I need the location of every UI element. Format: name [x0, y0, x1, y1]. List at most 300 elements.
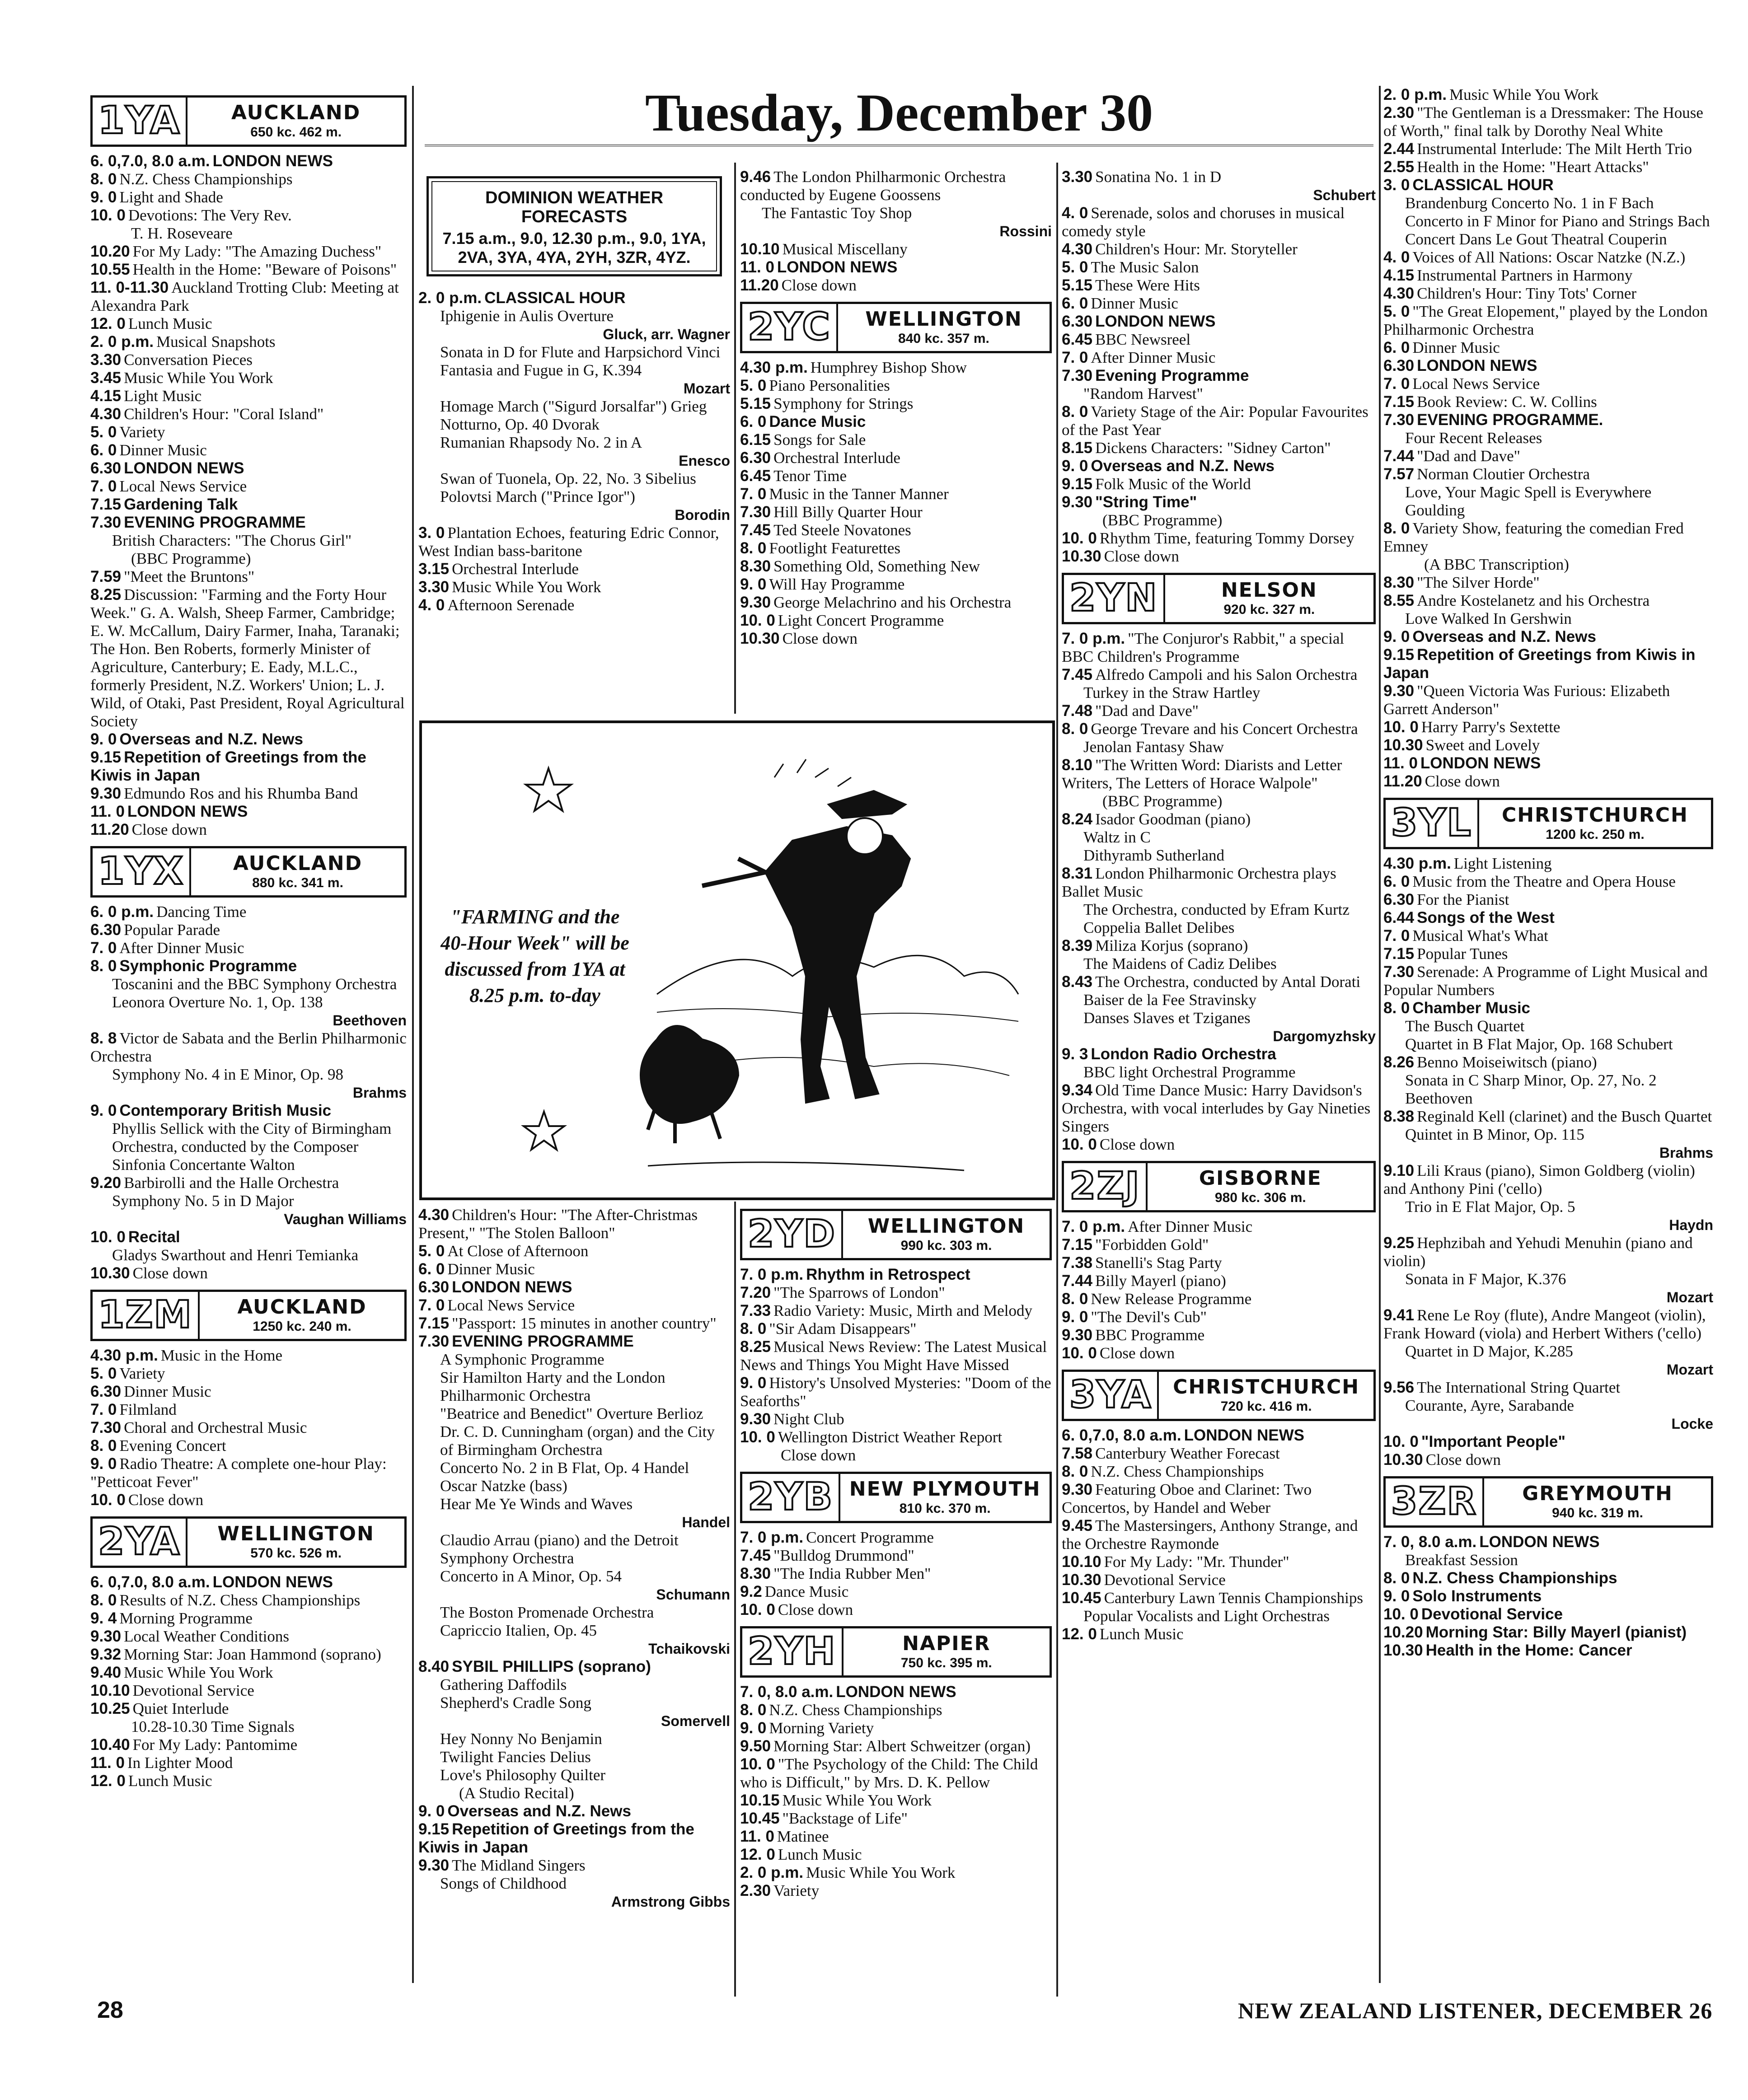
- programme-time: 6. 0,7.0, 8.0 a.m.: [90, 1573, 210, 1591]
- station-header: [740, 1472, 1052, 1523]
- programme-time: 9. 3: [1062, 1045, 1088, 1063]
- programme-title: Dickens Characters: "Sidney Carton": [1095, 439, 1331, 457]
- programme-title: N.Z. Chess Championships: [1412, 1569, 1617, 1587]
- programme-detail: Popular Vocalists and Light Orchestras: [1083, 1607, 1330, 1625]
- programme-item: [1383, 339, 1713, 357]
- programme-item: [90, 785, 407, 803]
- programme-title: The London Philharmonic Orchestra conducted by Eugene Goossens: [740, 168, 1006, 204]
- programme-detail: Concerto in A Minor, Op. 54: [440, 1567, 622, 1585]
- station-info: [187, 98, 404, 145]
- programme-time: 2. 0 p.m.: [90, 333, 154, 351]
- programme-title: At Close of Afternoon: [447, 1242, 589, 1260]
- station-info: [1479, 800, 1711, 847]
- station-callsign: 3ZR: [1386, 1478, 1484, 1525]
- programme-title: Benno Moiseiwitsch (piano): [1417, 1053, 1597, 1071]
- programme-time: 9.40: [90, 1664, 122, 1681]
- programme-item: [1383, 248, 1713, 267]
- programme-time: 10. 0: [1062, 1136, 1097, 1153]
- programme-time: 10.55: [90, 261, 130, 278]
- programme-time: 12. 0: [90, 315, 126, 332]
- programme-detail: Polovtsi March ("Prince Igor"): [440, 488, 635, 505]
- programme-item: [1062, 457, 1376, 475]
- programme-title: Close down: [1425, 1451, 1501, 1469]
- programme-title: Local News Service: [447, 1296, 575, 1314]
- programme-detail: Shepherd's Cradle Song: [440, 1694, 591, 1712]
- station-callsign: 1YA: [93, 98, 187, 145]
- programme-item: [740, 539, 1052, 557]
- programme-time: 11. 0: [90, 803, 125, 820]
- programme-detail: Concerto No. 2 in B Flat, Op. 4 Handel: [440, 1459, 689, 1477]
- programme-title: Andre Kostelanetz and his Orchestra: [1417, 592, 1650, 609]
- programme-time: 9. 0: [740, 1719, 767, 1737]
- programme-time: 7.30: [740, 503, 771, 521]
- programme-time: 9. 0: [1062, 457, 1088, 475]
- programme-item: [740, 1583, 1052, 1601]
- column-2-bottom: [418, 1206, 730, 1911]
- programme-item: [1062, 1589, 1376, 1607]
- programme-time: 9.45: [1062, 1517, 1093, 1534]
- programme-item: [1062, 475, 1376, 493]
- programme-item: [740, 630, 1052, 648]
- programme-item: [1383, 1108, 1713, 1126]
- programme-title: Close down: [778, 1601, 853, 1618]
- programme-detail: The Orchestra, conducted by Efram Kurtz: [1083, 901, 1350, 918]
- programme-time: 11.20: [90, 821, 129, 838]
- programme-item: [90, 188, 407, 206]
- programme-title: Music in the Home: [160, 1347, 283, 1364]
- programme-title: Health in the Home: "Heart Attacks": [1417, 158, 1649, 176]
- column-3-top: [740, 168, 1052, 648]
- programme-item: [1062, 1218, 1376, 1236]
- programme-time: 3.45: [90, 369, 122, 387]
- programme-title: Dance Music: [769, 413, 866, 430]
- programme-note: (A Studio Recital): [459, 1784, 574, 1802]
- programme-time: 9.34: [1062, 1081, 1093, 1099]
- programme-item: [90, 957, 407, 975]
- programme-title: Results of N.Z. Chess Championships: [119, 1591, 361, 1609]
- programme-detail: Sinfonia Concertante Walton: [112, 1156, 295, 1174]
- programme-title: Billy Mayerl (piano): [1095, 1272, 1226, 1290]
- programme-item: [1383, 465, 1713, 483]
- composer-name: Beethoven: [333, 1012, 407, 1029]
- programme-item: [1062, 937, 1376, 955]
- programme-time: 9.32: [90, 1646, 122, 1663]
- programme-item: [90, 1365, 407, 1383]
- programme-title: LONDON NEWS: [1479, 1533, 1600, 1551]
- programme-detail: "Beatrice and Benedict" Overture Berlioz: [440, 1405, 703, 1422]
- programme-item: [90, 1700, 407, 1718]
- programme-item: [1383, 628, 1713, 646]
- programme-time: 8.30: [740, 1565, 771, 1582]
- station-frequency: 650 kc. 462 m.: [250, 125, 342, 140]
- programme-title: Devotions: The Very Rev.: [128, 206, 292, 224]
- programme-title: Morning Star: Albert Schweitzer (organ): [773, 1737, 1031, 1755]
- programme-item: [90, 1628, 407, 1646]
- programme-time: 9.30: [418, 1857, 450, 1874]
- programme-item: [1383, 891, 1713, 909]
- programme-title: Gardening Talk: [124, 496, 238, 513]
- station-callsign: 3YL: [1386, 800, 1479, 847]
- programme-item: [740, 431, 1052, 449]
- station-callsign: 2ZJ: [1064, 1163, 1148, 1210]
- programme-time: 4.30: [418, 1206, 450, 1224]
- programme-time: 8. 0: [1062, 1463, 1088, 1480]
- programme-item: [1383, 1451, 1713, 1469]
- programme-detail: Concert Dans Le Gout Theatral Couperin: [1405, 230, 1667, 248]
- programme-item: [90, 170, 407, 188]
- programme-title: Devotional Service: [132, 1682, 254, 1699]
- programme-time: 7.58: [1062, 1445, 1093, 1462]
- programme-time: 9.15: [90, 748, 122, 766]
- programme-detail: The Boston Promenade Orchestra: [440, 1604, 654, 1621]
- programme-title: Hephzibah and Yehudi Menuhin (piano and violin): [1383, 1234, 1693, 1270]
- programme-title: Morning Variety: [769, 1719, 874, 1737]
- programme-note: T. H. Roseveare: [131, 224, 233, 242]
- programme-time: 8. 0: [1383, 519, 1410, 537]
- programme-title: For My Lady: "The Amazing Duchess": [132, 243, 382, 260]
- programme-item: [90, 387, 407, 405]
- station-callsign: 1YX: [93, 848, 191, 895]
- programme-detail: Symphony No. 5 in D Major: [112, 1192, 294, 1210]
- programme-detail: Gathering Daffodils: [440, 1676, 567, 1693]
- programme-time: 8. 0: [1383, 999, 1410, 1017]
- programme-title: SYBIL PHILLIPS (soprano): [452, 1658, 651, 1675]
- programme-item: [1383, 718, 1713, 736]
- programme-item: [740, 467, 1052, 485]
- programme-time: 9.30: [90, 1628, 122, 1645]
- programme-title: Musical Snapshots: [156, 333, 276, 351]
- programme-title: Recital: [128, 1228, 180, 1246]
- programme-time: 3. 0: [1383, 176, 1410, 194]
- programme-title: Health in the Home: "Beware of Poisons": [132, 261, 397, 278]
- programme-item: [740, 377, 1052, 395]
- programme-title: History's Unsolved Mysteries: "Doom of the Seaforths": [740, 1374, 1051, 1410]
- station-frequency: 880 kc. 341 m.: [252, 875, 343, 890]
- programme-item: [1383, 1234, 1713, 1270]
- programme-time: 6.30: [90, 1383, 122, 1400]
- station-city: WELLINGTON: [217, 1522, 375, 1545]
- programme-title: Canterbury Lawn Tennis Championships: [1104, 1589, 1363, 1607]
- programme-item: [1383, 411, 1713, 429]
- programme-title: Repetition of Greetings from the Kiwis in Japan: [418, 1820, 694, 1856]
- programme-title: CLASSICAL HOUR: [1412, 176, 1554, 194]
- programme-time: 11. 0-11.30: [90, 279, 169, 296]
- programme-item: [1062, 493, 1376, 511]
- composer-name: Schumann: [656, 1586, 730, 1603]
- programme-time: 11.20: [740, 276, 779, 294]
- programme-detail: Iphigenie in Aulis Overture: [440, 307, 614, 325]
- programme-item: [1062, 1517, 1376, 1553]
- programme-item: [90, 1419, 407, 1437]
- programme-item: [1383, 646, 1713, 682]
- composer-name: Brahms: [352, 1085, 407, 1101]
- programme-item: [1062, 276, 1376, 295]
- station-frequency: 980 kc. 306 m.: [1214, 1190, 1306, 1205]
- programme-item: [90, 821, 407, 839]
- programme-time: 8.43: [1062, 973, 1093, 991]
- programme-time: 10.30: [90, 1264, 130, 1282]
- programme-time: 7. 0: [418, 1296, 445, 1314]
- programme-detail: Brandenburg Concerto No. 1 in F Bach: [1405, 194, 1654, 212]
- programme-time: 10. 0: [1383, 1433, 1419, 1450]
- programme-item: [1383, 927, 1713, 945]
- programme-title: Light Music: [124, 387, 202, 405]
- programme-time: 7.59: [90, 568, 122, 585]
- programme-item: [1383, 1569, 1713, 1587]
- programme-item: [1383, 104, 1713, 140]
- programme-time: 4.30: [90, 405, 122, 423]
- station-city: NEW PLYMOUTH: [849, 1478, 1041, 1501]
- programme-item: [1383, 682, 1713, 718]
- programme-item: [90, 1754, 407, 1772]
- station-city: GISBORNE: [1199, 1167, 1322, 1190]
- programme-time: 6. 0: [418, 1260, 445, 1278]
- programme-title: Devotional Service: [1104, 1571, 1226, 1589]
- programme-title: "The Devil's Cub": [1091, 1308, 1207, 1326]
- column-rule: [734, 163, 736, 714]
- programme-item: [740, 1266, 1052, 1284]
- programme-item: [1062, 529, 1376, 547]
- programme-time: 7.57: [1383, 465, 1415, 483]
- programme-time: 10.20: [1383, 1623, 1423, 1641]
- programme-time: 4.30 p.m.: [740, 359, 808, 376]
- programme-item: [90, 369, 407, 387]
- programme-title: Victor de Sabata and the Berlin Philharmonic Orchestra: [90, 1029, 407, 1065]
- programme-time: 5. 0: [90, 1365, 117, 1382]
- programme-item: [90, 1491, 407, 1509]
- programme-item: [90, 1029, 407, 1066]
- programme-time: 9. 0: [1062, 1308, 1088, 1326]
- programme-title: Rhythm in Retrospect: [806, 1266, 970, 1283]
- programme-item: [418, 1857, 730, 1875]
- station-frequency: 570 kc. 526 m.: [250, 1546, 342, 1561]
- programme-detail: The Busch Quartet: [1405, 1017, 1525, 1035]
- programme-time: 3.30: [90, 351, 122, 369]
- programme-time: 7. 0: [90, 1401, 117, 1418]
- station-header: [1062, 573, 1376, 624]
- programme-item: [90, 351, 407, 369]
- programme-title: Music from the Theatre and Opera House: [1412, 873, 1676, 890]
- programme-time: 7.15: [1383, 945, 1415, 963]
- programme-detail: Phyllis Sellick with the City of Birmingham Orchestra, conducted by the Composer: [112, 1120, 392, 1155]
- programme-time: 7. 0: [90, 477, 117, 495]
- programme-detail: Sonata in C Sharp Minor, Op. 27, No. 2 Beethoven: [1405, 1071, 1657, 1107]
- programme-time: 3.30: [1062, 168, 1093, 186]
- programme-time: 8.39: [1062, 937, 1093, 954]
- station-city: NELSON: [1221, 579, 1317, 602]
- programme-title: Symphonic Programme: [119, 957, 297, 975]
- programme-time: 4. 0: [418, 596, 445, 614]
- programme-item: [1383, 574, 1713, 592]
- programme-title: Ted Steele Novatones: [773, 521, 911, 539]
- programme-item: [1383, 873, 1713, 891]
- programme-item: [740, 1284, 1052, 1302]
- station-header: [740, 1626, 1052, 1678]
- programme-title: LONDON NEWS: [1095, 313, 1216, 330]
- programme-title: Concert Programme: [806, 1529, 934, 1546]
- composer-name: Haydn: [1669, 1217, 1713, 1233]
- programme-item: [740, 1302, 1052, 1320]
- station-callsign: 2YC: [742, 304, 838, 351]
- programme-title: Humphrey Bishop Show: [810, 359, 967, 376]
- column-4: [1062, 168, 1376, 1643]
- programme-title: Alfredo Campoli and his Salon Orchestra: [1095, 666, 1358, 683]
- programme-title: LONDON NEWS: [1417, 357, 1537, 374]
- programme-item: [90, 1383, 407, 1401]
- station-frequency: 720 kc. 416 m.: [1220, 1399, 1312, 1414]
- programme-title: Plantation Echoes, featuring Edric Connor, West Indian bass-baritone: [418, 524, 719, 560]
- programme-time: 7.30: [90, 1419, 122, 1436]
- programme-note: 10.28-10.30 Time Signals: [131, 1718, 295, 1735]
- programme-title: Piano Personalities: [769, 377, 890, 394]
- programme-title: Choral and Orchestral Music: [124, 1419, 307, 1436]
- programme-detail: Fantasia and Fugue in G, K.394: [440, 361, 642, 379]
- programme-title: Quiet Interlude: [132, 1700, 229, 1717]
- station-city: AUCKLAND: [233, 852, 363, 875]
- programme-time: 9.30: [740, 1410, 771, 1428]
- programme-title: Local Weather Conditions: [124, 1628, 290, 1645]
- programme-title: Devotional Service: [1421, 1605, 1563, 1623]
- programme-item: [90, 903, 407, 921]
- programme-item: [740, 1565, 1052, 1583]
- programme-title: LONDON NEWS: [836, 1683, 956, 1701]
- programme-time: 9.46: [740, 168, 771, 186]
- programme-item: [740, 1755, 1052, 1791]
- station-callsign: 2YN: [1064, 575, 1165, 622]
- programme-detail: Symphony No. 4 in E Minor, Op. 98: [112, 1066, 343, 1083]
- programme-time: 7.15: [418, 1314, 450, 1332]
- programme-time: 9. 0: [740, 575, 767, 593]
- programme-title: Variety: [119, 423, 165, 441]
- programme-item: [1383, 158, 1713, 176]
- programme-title: Close down: [1104, 547, 1179, 565]
- programme-detail: Sonata in F Major, K.376: [1405, 1270, 1566, 1288]
- programme-title: "Important People": [1421, 1433, 1565, 1450]
- programme-item: [90, 152, 407, 170]
- station-info: [840, 1474, 1050, 1521]
- programme-title: Radio Variety: Music, Mirth and Melody: [773, 1302, 1033, 1319]
- programme-detail: "Random Harvest": [1083, 385, 1203, 402]
- programme-title: Local News Service: [119, 477, 247, 495]
- station-frequency: 810 kc. 370 m.: [899, 1501, 991, 1516]
- programme-detail: Sir Hamilton Harty and the London Philharmonic Orchestra: [440, 1369, 665, 1404]
- programme-item: [1383, 1053, 1713, 1071]
- programme-detail: Quartet in D Major, K.285: [1405, 1342, 1573, 1360]
- programme-title: Close down: [781, 276, 857, 294]
- programme-item: [1062, 1326, 1376, 1344]
- programme-item: [90, 1573, 407, 1591]
- programme-title: Health in the Home: Cancer: [1425, 1642, 1632, 1659]
- station-header: [1383, 798, 1713, 849]
- programme-item: [740, 1428, 1052, 1446]
- programme-detail: Hear Me Ye Winds and Waves: [440, 1495, 633, 1513]
- programme-title: Wellington District Weather Report: [778, 1428, 1003, 1446]
- programme-time: 10. 0: [740, 1601, 775, 1618]
- programme-time: 6. 0: [1383, 873, 1410, 890]
- programme-item: [1062, 168, 1376, 186]
- programme-detail: Jenolan Fantasy Shaw: [1083, 738, 1224, 756]
- programme-title: BBC Programme: [1095, 1326, 1205, 1344]
- programme-title: Children's Hour: "The After-Christmas Present," "The Stolen Balloon": [418, 1206, 698, 1242]
- programme-title: "The Conjuror's Rabbit," a special BBC Children's Programme: [1062, 630, 1345, 665]
- station-info: [1165, 575, 1373, 622]
- programme-time: 11. 0: [1383, 754, 1418, 772]
- programme-title: Afternoon Serenade: [447, 596, 575, 614]
- programme-title: Morning Programme: [119, 1609, 253, 1627]
- programme-item: [1383, 519, 1713, 556]
- programme-item: [1062, 1625, 1376, 1643]
- programme-item: [1062, 666, 1376, 684]
- composer-name: Armstrong Gibbs: [611, 1894, 730, 1910]
- programme-title: The International String Quartet: [1417, 1379, 1621, 1396]
- programme-time: 8.25: [90, 586, 122, 603]
- column-rule: [1379, 86, 1381, 1983]
- programme-item: [1062, 403, 1376, 439]
- composer-name: Enesco: [679, 453, 730, 469]
- programme-item: [1383, 1623, 1713, 1642]
- programme-title: N.Z. Chess Championships: [119, 170, 293, 188]
- programme-time: 10.45: [1062, 1589, 1101, 1607]
- programme-title: Dinner Music: [119, 441, 207, 459]
- programme-item: [90, 1437, 407, 1455]
- programme-title: Light and Shade: [119, 188, 223, 206]
- programme-item: [740, 1529, 1052, 1547]
- star-icon: [524, 1112, 564, 1150]
- programme-title: Radio Theatre: A complete one-hour Play: "Petticoat Fever": [90, 1455, 387, 1491]
- programme-title: LONDON NEWS: [452, 1278, 572, 1296]
- programme-time: 9.2: [740, 1583, 762, 1600]
- programme-time: 9.10: [1383, 1162, 1415, 1179]
- programme-item: [1062, 1445, 1376, 1463]
- programme-item: [1383, 1605, 1713, 1623]
- station-header: [1383, 1476, 1713, 1528]
- programme-time: 5.15: [1062, 276, 1093, 294]
- programme-time: 10.30: [1062, 547, 1101, 565]
- programme-title: Children's Hour: "Coral Island": [124, 405, 324, 423]
- programme-time: 7.30: [418, 1333, 450, 1350]
- programme-title: "String Time": [1095, 493, 1197, 511]
- programme-title: LONDON NEWS: [1184, 1427, 1305, 1444]
- programme-title: Close down: [128, 1491, 204, 1509]
- column-5: [1383, 86, 1713, 1660]
- programme-item: [1383, 945, 1713, 963]
- programme-time: 7.44: [1062, 1272, 1093, 1290]
- programme-item: [90, 1455, 407, 1491]
- programme-time: 7.48: [1062, 702, 1093, 720]
- programme-title: "The Psychology of the Child: The Child who is Difficult," by Mrs. D. K. Pellow: [740, 1755, 1038, 1791]
- column-2-top: [418, 289, 730, 614]
- programme-title: LONDON NEWS: [212, 1573, 333, 1591]
- programme-title: Will Hay Programme: [769, 575, 905, 593]
- programme-item: [1062, 1136, 1376, 1154]
- column-1: [90, 88, 407, 1790]
- programme-time: 6.45: [740, 467, 771, 485]
- programme-title: Orchestral Interlude: [452, 560, 579, 578]
- programme-time: 8. 0: [740, 539, 767, 557]
- programme-time: 7.30: [1383, 963, 1415, 981]
- programme-title: Popular Parade: [124, 921, 220, 939]
- programme-item: [1062, 1553, 1376, 1571]
- programme-item: [90, 1646, 407, 1664]
- programme-title: Reginald Kell (clarinet) and the Busch Quartet: [1417, 1108, 1712, 1125]
- programme-item: [90, 1736, 407, 1754]
- programme-time: 10.25: [90, 1700, 130, 1717]
- programme-item: [1062, 865, 1376, 901]
- programme-title: Music While You Work: [452, 578, 601, 596]
- programme-time: 10. 0: [1383, 718, 1419, 736]
- programme-title: Light Listening: [1453, 855, 1552, 872]
- programme-detail: Concerto in F Minor for Piano and Strings Bach: [1405, 212, 1710, 230]
